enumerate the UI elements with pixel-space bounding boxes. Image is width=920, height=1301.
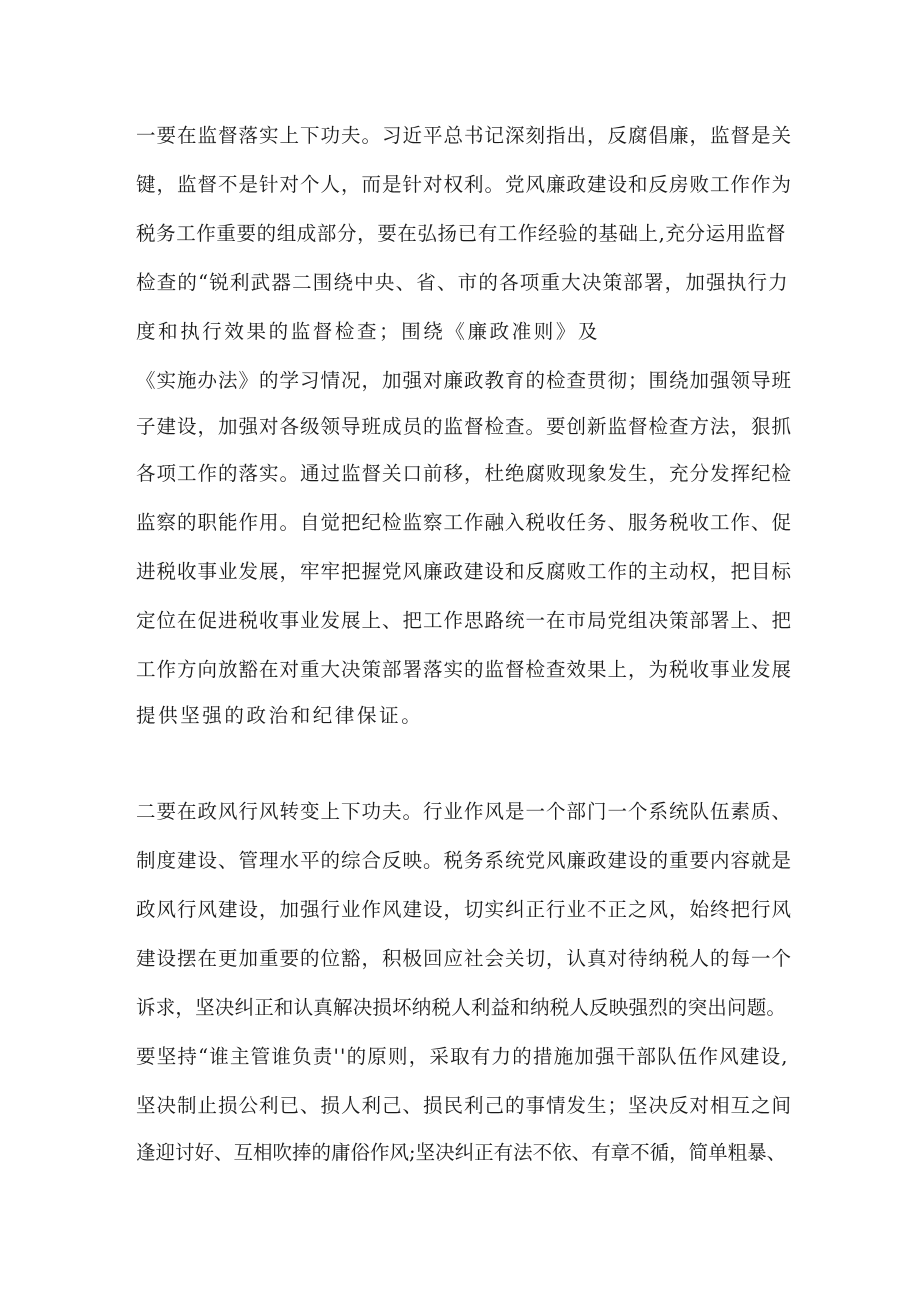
paragraph-line: 子建设，加强对各级领导班成员的监督检查。要创新监督检查方法，狠抓	[136, 415, 793, 438]
paragraph-line: 政风行风建设，加强行业作风建设，切实纠正行业不正之风，始终把行风	[136, 898, 793, 921]
paragraph-line: 度和执行效果的监督检查；围绕《廉政准则》及	[136, 320, 601, 343]
paragraph-line: 各项工作的落实。通过监督关口前移，杜绝腐败现象发生，充分发挥纪检	[136, 462, 793, 485]
paragraph-line: 进税收事业发展，牢牢把握党风廉政建设和反腐败工作的主动权，把目标	[136, 560, 793, 583]
paragraph-line: 逢迎讨好、互相吹捧的庸俗作风;坚决纠正有法不依、有章不循，简单粗暴、	[136, 1141, 787, 1164]
paragraph-line: 工作方向放豁在对重大决策部署落实的监督检查效果上，为税收事业发展	[136, 658, 793, 681]
paragraph-line: 提供坚强的政治和纪律保证。	[136, 704, 424, 727]
paragraph-line: 键，监督不是针对个人，而是针对权利。党风廉政建设和反房败工作作为	[136, 173, 793, 196]
paragraph-line: 定位在促进税收事业发展上、把工作思路统一在市局党组决策部署上、把	[136, 609, 793, 632]
paragraph-line: 监察的职能作用。自觉把纪检监察工作融入税收任务、服务税收工作、促	[136, 511, 793, 534]
paragraph-line: 《实施办法》的学习情况，加强对廉政教育的检查贯彻；围绕加强领导班	[136, 369, 793, 392]
paragraph-line: 制度建设、管理水平的综合反映。税务系统党风廉政建设的重要内容就是	[136, 849, 793, 872]
paragraph-line: 一要在监督落实上下功夫。习近平总书记深刻指出，反腐倡廉，监督是关	[136, 124, 793, 147]
paragraph-line: 坚决制止损公利已、损人利己、损民利己的事情发生；坚决反对相互之间	[136, 1094, 793, 1117]
paragraph-line: 税务工作重要的组成部分，要在弘扬已有工作经验的基础上,充分运用监督	[136, 222, 786, 245]
paragraph-line: 检查的“锐利武器二围绕中央、省、市的各项重大决策部署，加强执行力	[136, 271, 789, 294]
paragraph-line: 要坚持“谁主管谁负责''的原则，采取有力的措施加强干部队伍作风建设,	[136, 1045, 789, 1068]
paragraph-line: 建设摆在更加重要的位豁，积极回应社会关切，认真对待纳税人的每一个	[136, 947, 793, 970]
paragraph-line: 诉求，坚决纠正和认真解决损坏纳税人利益和纳税人反映强烈的突出问题。	[136, 996, 787, 1019]
paragraph-line: 二要在政风行风转变上下功夫。行业作风是一个部门一个系统队伍素质、	[136, 800, 793, 823]
